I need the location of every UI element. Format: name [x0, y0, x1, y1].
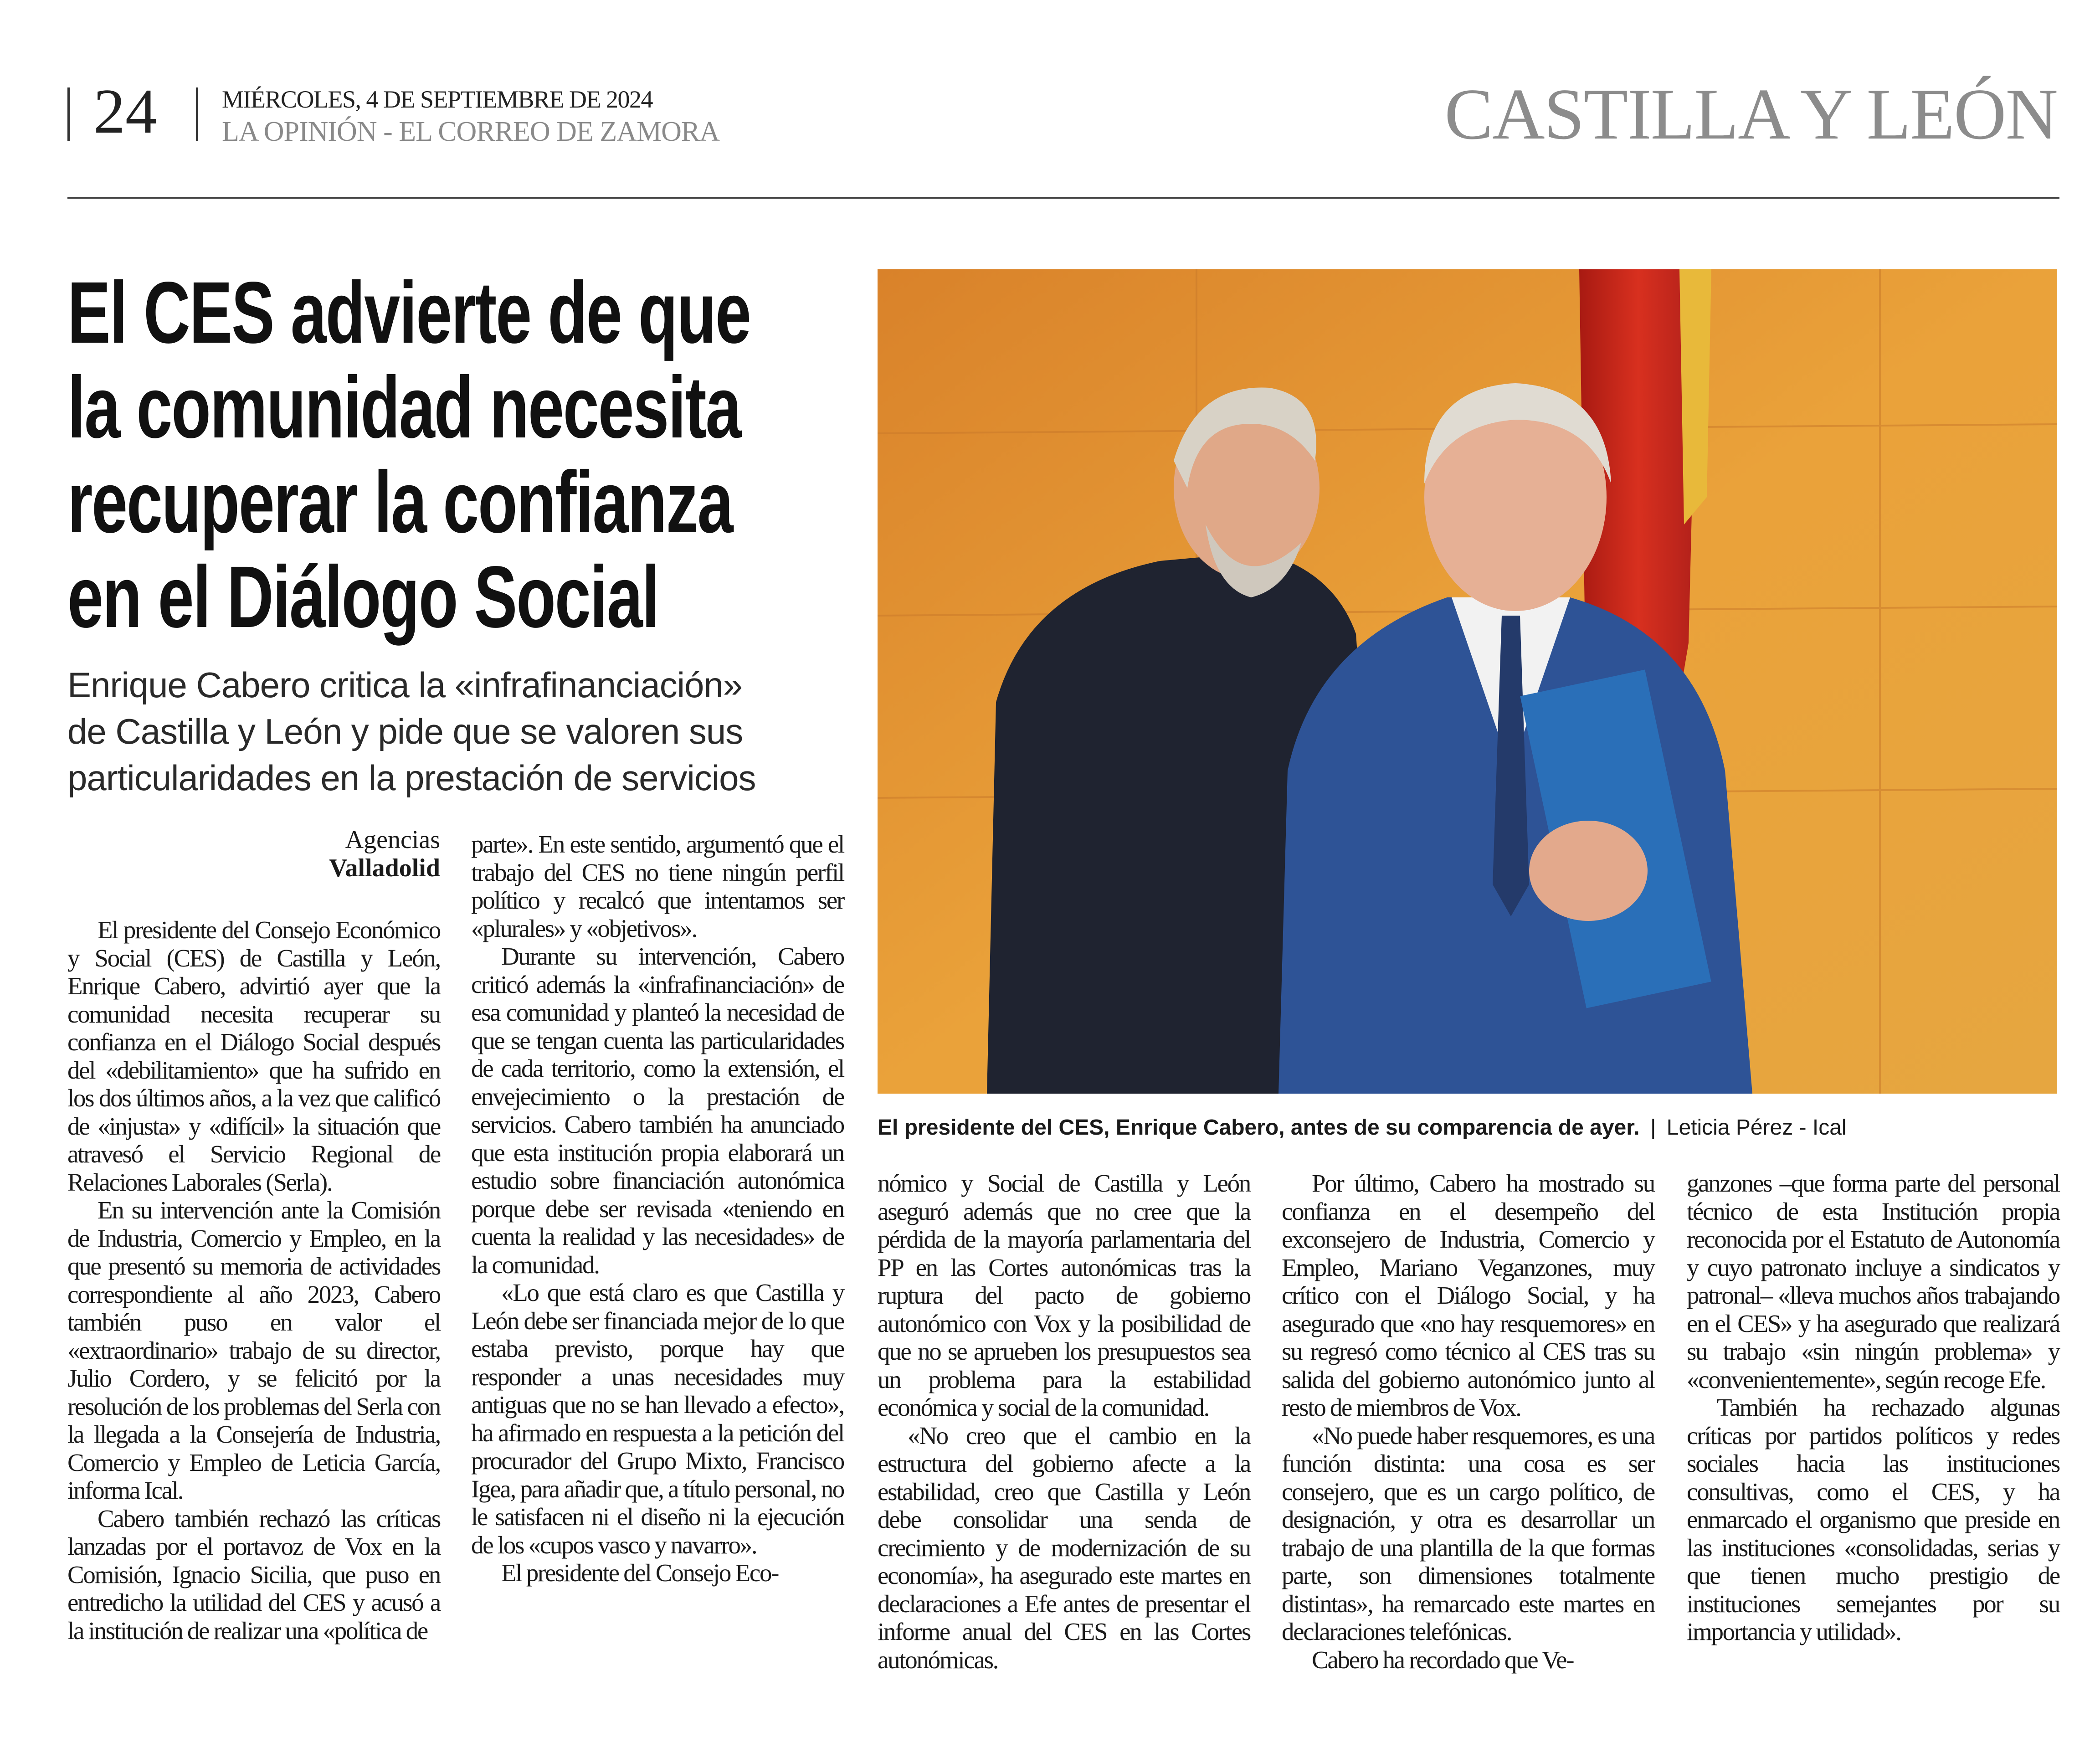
body-paragraph: El presidente del Consejo Económico y Social (CES) de Castilla y León, Enrique Cabero, advirtió ayer que la comunidad necesita recuperar su confianza en el Diálogo Social después del «debilitamiento» que ha sufrido en los dos últimos años, a la vez que calificó de «injusta» y «difícil» la situación que atravesó el Servicio Regional de Relaciones Laborales (Serla). [67, 916, 440, 1196]
article-column-5 [1687, 1169, 2059, 1646]
article-column-1 [67, 916, 440, 1645]
headline-line: en el Diálogo Social [67, 548, 659, 646]
byline-location: Valladolid [329, 854, 440, 882]
photo-caption [878, 1114, 2057, 1141]
headline-line: la comunidad necesita [67, 358, 741, 456]
article-column-2 [471, 830, 844, 1587]
body-paragraph: También ha rechazado algunas críticas por partidos políticos y redes sociales hacia las instituciones consultivas, como el CES, y ha enmarcado el organismo que preside en las instituciones «consolidadas, serias y que tienen mucho prestigio de instituciones semejantes por su importancia y utilidad». [1687, 1393, 2059, 1645]
headline-line: El CES advierte de que [67, 263, 750, 361]
page-number: 24 [93, 76, 157, 147]
headline [67, 265, 843, 644]
body-paragraph: En su intervención ante la Comisión de Industria, Comercio y Empleo, en la que presentó su memoria de actividades correspondiente al año 2023, Cabero también puso en valor el «extraordinario» trabajo de su director, Julio Cordero, y se felicitó por la resolución de los problemas del Serla con la llegada a la Consejería de Industria, Comercio y Empleo de Leticia García, informa Ical. [67, 1196, 440, 1504]
headline-line: recuperar la confianza [67, 453, 733, 551]
article-photo [878, 269, 2057, 1094]
article-column-4 [1282, 1169, 1654, 1674]
caption-text: El presidente del CES, Enrique Cabero, antes de su comparencia de ayer. [878, 1115, 1640, 1140]
body-paragraph: «Lo que está claro es que Castilla y León debe ser financiada mejor de lo que estaba previsto, porque hay que responder a unas necesidades muy antiguas que no se han llevado a efecto», ha afirmado en respuesta a la petición del procurador del Grupo Mixto, Francisco Igea, para añadir que, a título personal, no le satisfacen ni el diseño ni la ejecución de los «cupos vasco y navarro». [471, 1279, 844, 1559]
section-title: CASTILLA Y LEÓN [1444, 73, 2057, 154]
body-paragraph: Durante su intervención, Cabero criticó además la «infrafinanciación» de esa comunidad y planteó la necesidad de que se tengan cuenta las particularidades de cada territorio, como la extensión, el envejecimiento o la prestación de servicios. Cabero también ha anunciado que esta institución propia elaborará un estudio sobre financiación autonómica porque debe ser revisada «teniendo en cuenta la realidad y las necesidades» de la comunidad. [471, 942, 844, 1279]
publication-name: LA OPINIÓN - EL CORREO DE ZAMORA [222, 116, 719, 147]
body-paragraph: Por último, Cabero ha mostrado su confianza en el desempeño del exconsejero de Industria, Comercio y Empleo, Mariano Veganzones, muy crítico con el Diálogo Social, y ha asegurado que «no hay resquemores» en su regresó como técnico al CES tras su salida del gobierno autonómico junto al resto de miembros de Vox. [1282, 1169, 1654, 1421]
body-paragraph: ganzones –que forma parte del personal técnico de esta Institución propia reconocida por el Estatuto de Autonomía y cuyo patronato incluye a sindicatos y patronal– «lleva muchos años trabajando en el CES» y ha asegurado que realizará su trabajo «sin ningún problema» y «convenientemente», según recoge Efe. [1687, 1169, 2059, 1393]
byline-agency: Agencias [345, 826, 440, 854]
byline [67, 826, 440, 882]
photo-credit: Leticia Pérez - Ical [1666, 1115, 1847, 1140]
body-paragraph: «No creo que el cambio en la estructura del gobierno afecte a la estabilidad, creo que Castilla y León debe consolidar una senda de crecimiento y de modernización de su economía», ha asegurado este martes en declaraciones a Efe antes de presentar el informe anual del CES en las Cortes autonómicas. [878, 1421, 1250, 1674]
subheadline-line: particularidades en la prestación de servicios [67, 758, 756, 798]
caption-separator: | [1650, 1115, 1656, 1140]
body-paragraph: nómico y Social de Castilla y León aseguró además que no cree que la pérdida de la mayoría parlamentaria del PP en las Cortes autonómicas tras la ruptura del pacto de gobierno autonómico con Vox y la posibilidad de que no se aprueben los presupuestos sea un problema para la estabilidad económica y social de la comunidad. [878, 1169, 1250, 1421]
body-paragraph: parte». En este sentido, argumentó que el trabajo del CES no tiene ningún perfil político y recalcó que intentamos ser «plurales» y «objetivos». [471, 830, 844, 942]
subheadline-line: Enrique Cabero critica la «infrafinanciación» [67, 665, 743, 705]
header-rule [67, 197, 2059, 199]
body-paragraph: Cabero también rechazó las críticas lanzadas por el portavoz de Vox en la Comisión, Ignacio Sicilia, que puso en entredicho la utilidad del CES y acusó a la institución de realizar una «política de [67, 1504, 440, 1645]
body-paragraph: «No puede haber resquemores, es una función distinta: una cosa es ser consejero, que es un cargo político, de designación, y otra es desarrollar un trabajo de una plantilla de la que formas parte, son dimensiones totalmente distintas», ha remarcado este martes en declaraciones telefónicas. [1282, 1421, 1654, 1645]
body-paragraph: Cabero ha recordado que Ve- [1312, 1645, 1574, 1674]
subheadline [67, 662, 869, 801]
header-divider [196, 87, 198, 141]
body-paragraph: El presidente del Consejo Eco- [501, 1559, 779, 1587]
header-left-bar [67, 87, 70, 141]
subheadline-line: de Castilla y León y pide que se valoren sus [67, 711, 743, 751]
article-column-3 [878, 1169, 1250, 1674]
issue-date: MIÉRCOLES, 4 DE SEPTIEMBRE DE 2024 [222, 86, 653, 113]
